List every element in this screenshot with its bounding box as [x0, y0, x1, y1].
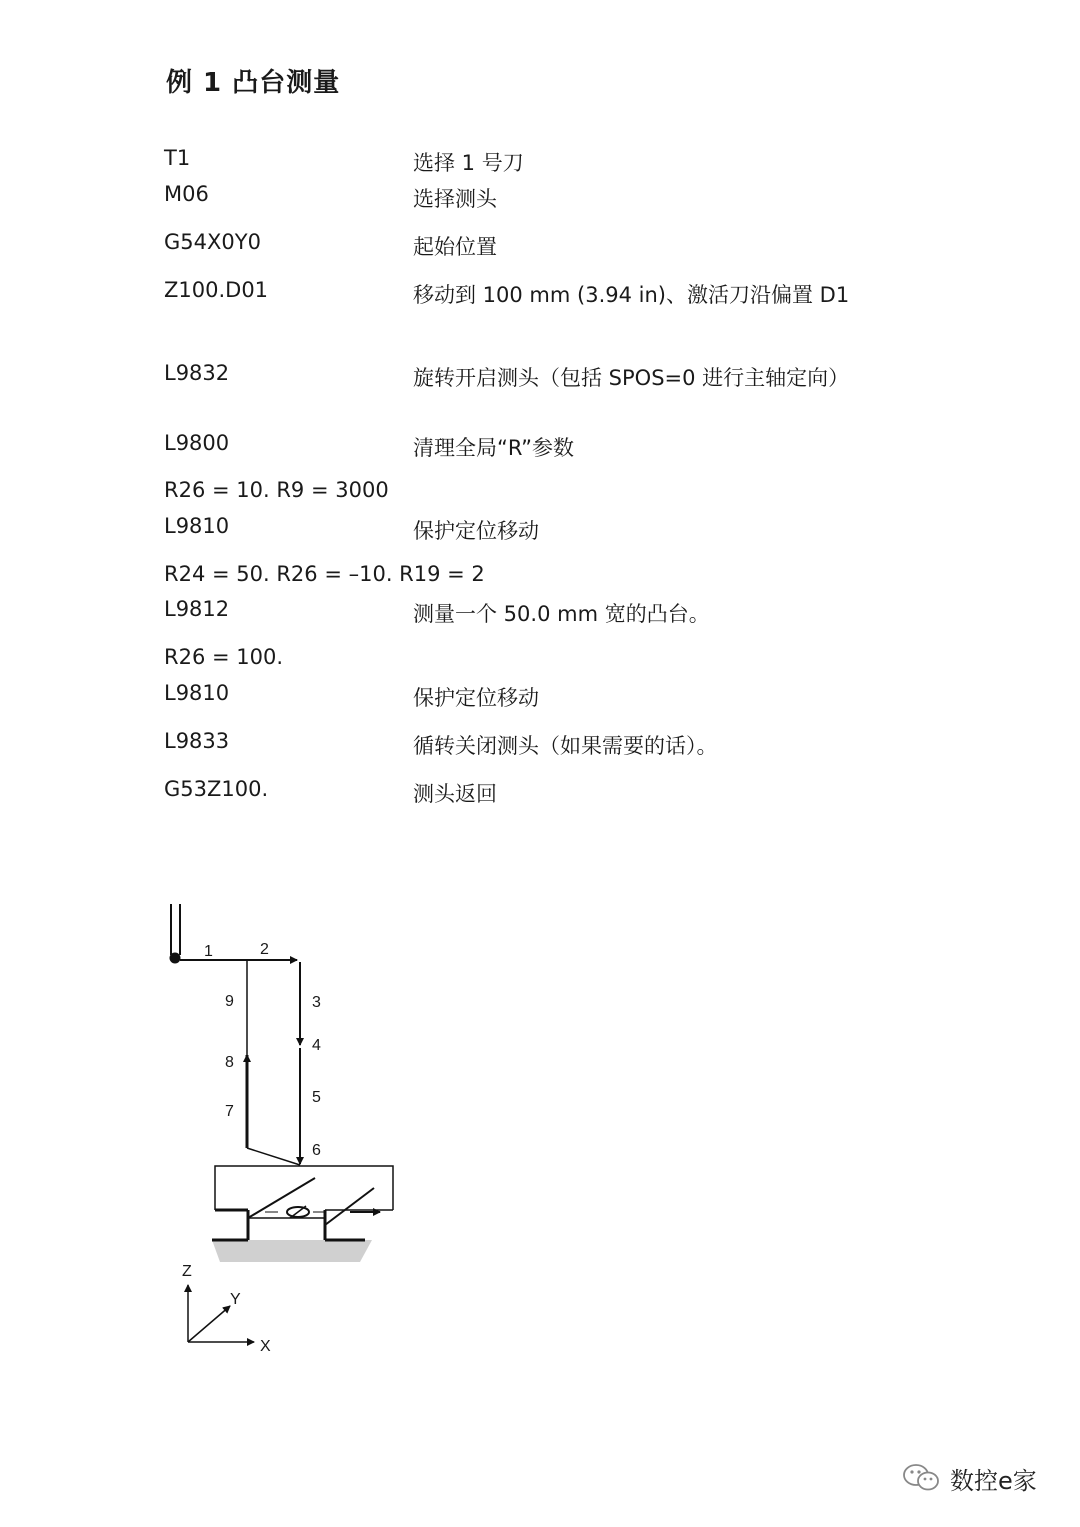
program-desc: 测头返回 — [413, 782, 497, 806]
axes — [188, 1285, 254, 1342]
step-label: 7 — [225, 1103, 234, 1120]
step-label: 4 — [312, 1037, 321, 1054]
program-code: Z100.D01 — [164, 278, 269, 302]
program-code: L9800 — [164, 431, 230, 455]
program-code: G54X0Y0 — [164, 230, 261, 254]
step-labels — [204, 941, 321, 1159]
step-label: 6 — [312, 1142, 321, 1159]
y-axis-label: Y — [230, 1291, 241, 1308]
step-label: 9 — [225, 993, 234, 1010]
program-code: L9833 — [164, 729, 230, 753]
x-axis-label: X — [260, 1338, 271, 1355]
program-desc: 选择测头 — [413, 187, 497, 211]
step-label: 2 — [260, 941, 269, 958]
program-desc: 移动到 100 mm (3.94 in)、激活刀沿偏置 D1 — [413, 283, 850, 307]
program-desc: 起始位置 — [413, 235, 497, 259]
program-code: T1 — [164, 146, 191, 170]
program-code: R26 = 10. R9 = 3000 — [164, 478, 389, 502]
program-desc: 保护定位移动 — [413, 686, 539, 710]
probe-icon — [170, 904, 181, 964]
program-desc: 保护定位移动 — [413, 519, 539, 543]
watermark — [902, 1458, 1037, 1498]
program-desc: 清理全局“R”参数 — [413, 436, 575, 460]
program-desc: 选择 1 号刀 — [413, 151, 524, 175]
program-code: R26 = 100. — [164, 645, 284, 669]
program-code: M06 — [164, 182, 209, 206]
step-label: 3 — [312, 994, 321, 1011]
program-desc: 旋转开启测头（包括 SPOS=0 进行主轴定向） — [413, 366, 850, 390]
program-code: L9810 — [164, 514, 230, 538]
probe-path — [180, 960, 300, 1165]
step-label: 1 — [204, 943, 213, 960]
step-label: 5 — [312, 1089, 321, 1106]
z-axis-label: Z — [182, 1263, 192, 1280]
program-code: L9832 — [164, 361, 230, 385]
boss-measurement-diagram — [150, 895, 410, 1365]
wechat-icon — [902, 1462, 942, 1494]
program-code: L9812 — [164, 597, 230, 621]
program-code: G53Z100. — [164, 777, 269, 801]
watermark-text: 数控e家 — [950, 1466, 1037, 1495]
page-title: 例 1 凸台测量 — [166, 68, 341, 98]
step-label: 8 — [225, 1054, 234, 1071]
workpiece — [212, 1166, 393, 1262]
program-desc: 测量一个 50.0 mm 宽的凸台。 — [413, 602, 710, 626]
program-code: L9810 — [164, 681, 230, 705]
program-desc: 循转关闭测头（如果需要的话）。 — [413, 734, 718, 758]
program-code: R24 = 50. R26 = –10. R19 = 2 — [164, 562, 485, 586]
